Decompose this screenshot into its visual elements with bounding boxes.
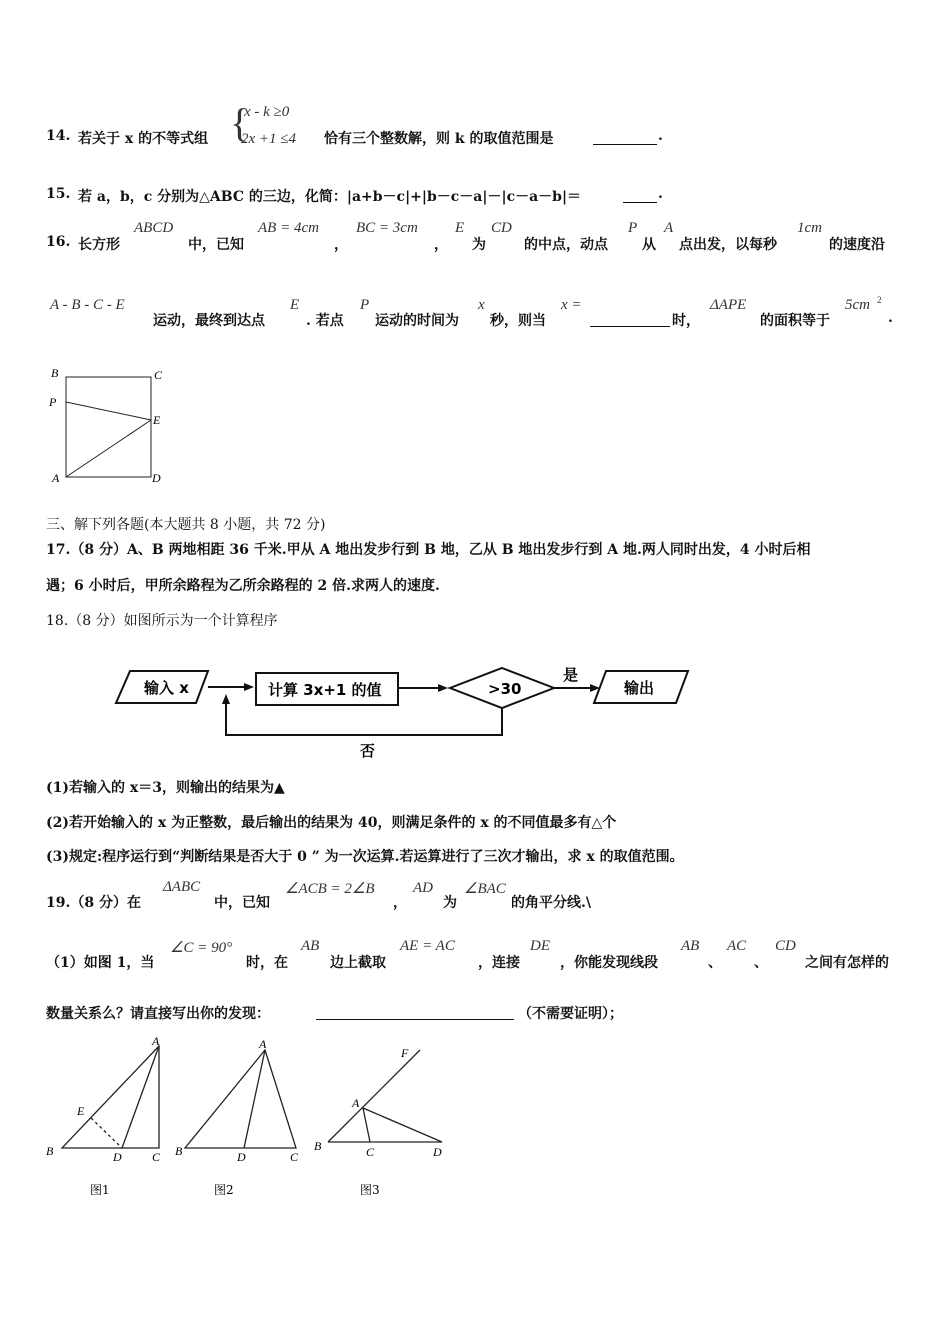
q19-comma: ， [393, 895, 407, 911]
q19-p1-sep1: 、 [708, 955, 722, 971]
arrowhead-2 [438, 684, 448, 692]
q16-l2-sup: 2 [877, 295, 882, 305]
fig1-label-c: C [152, 1150, 161, 1164]
q19-acb: ∠ACB = 2∠B [285, 881, 375, 897]
fig3-label-f: F [401, 1046, 409, 1060]
q16-p: P [628, 220, 638, 236]
fig2-label-a: A [259, 1037, 267, 1051]
fig2-label-d: D [237, 1150, 246, 1164]
q15-text: 若 a，b，c 分别为△ABC 的三边，化简：|a+b－c|+|b－c－a|－|c－a－b|＝ [78, 189, 582, 205]
q19-bac: ∠BAC [464, 881, 506, 897]
flow-calc-label: 计算 3x+1 的值 [268, 681, 382, 699]
q16-l2-w1: 运动，最终到达点 [153, 313, 265, 329]
q14-brace: { [230, 100, 250, 145]
fig2-triangle [185, 1050, 296, 1148]
arrowhead-1 [244, 683, 254, 691]
q19-p1-sep2: 、 [754, 955, 768, 971]
q19-p1-d: ，连接 [478, 955, 520, 971]
q19-p1-a: （1）如图 1，当 [46, 955, 155, 971]
fig3-caption: 图3 [360, 1183, 380, 1197]
q16-l2-xeq: x = [561, 297, 582, 313]
q19-p1-b: 时，在 [246, 955, 288, 971]
q14-text-b: 恰有三个整数解，则 k 的取值范围是 [324, 131, 554, 147]
fig3-segment-ac [363, 1108, 370, 1142]
q19-w2: 为 [443, 895, 457, 911]
q19-p1-ab2: AB [681, 938, 700, 954]
q16-w3: 为 [472, 237, 486, 253]
flow-no-label: 否 [360, 742, 376, 760]
q14-end: . [658, 128, 663, 144]
fig2-label-c: C [290, 1150, 299, 1164]
q17-line2: 遇；6 小时后，甲所余路程为乙所余路程的 2 倍.求两人的速度. [46, 578, 440, 594]
q19-p1-ab: AB [301, 938, 320, 954]
fig1-caption: 图1 [90, 1183, 110, 1197]
q16-number: 16. [46, 234, 71, 250]
fig3-ray-bf [328, 1050, 420, 1142]
fig3-label-b: B [314, 1139, 322, 1153]
label-e: E [153, 413, 161, 427]
fig1-segment-de [91, 1118, 122, 1148]
q16-comma1: ， [334, 237, 348, 253]
q16-w7: 的速度沿 [829, 237, 885, 253]
q16-answer-blank[interactable] [590, 314, 670, 327]
q16-abcd: ABCD [134, 220, 174, 236]
q16-w4: 的中点，动点 [524, 237, 608, 253]
q16-path: A - B - C - E [50, 297, 125, 313]
q16-l2-w4: 秒，则当 [490, 313, 546, 329]
q16-l2-w3: 运动的时间为 [375, 313, 459, 329]
q16-l2-w5: 时， [672, 313, 700, 329]
segment-pe [66, 402, 151, 420]
q16-bc: BC = 3cm [356, 220, 418, 236]
q14-number: 14. [46, 128, 71, 144]
fig1-triangle [62, 1046, 159, 1148]
fig2-segment-ad [244, 1050, 265, 1148]
label-d: D [152, 471, 161, 485]
q16-a: A [664, 220, 674, 236]
q16-l2-e: E [290, 297, 300, 313]
flow-cond-label: >30 [488, 680, 522, 698]
q19-p1-e: ，你能发现线段 [560, 955, 658, 971]
label-p: P [49, 395, 57, 409]
q14-ineq2: 2x +1 ≤4 [241, 131, 297, 147]
q15-answer-blank[interactable] [623, 190, 657, 203]
q16-e: E [455, 220, 465, 236]
label-a: A [52, 471, 60, 485]
q16-w2: 中，已知 [188, 237, 244, 253]
q16-l2-w2: . 若点 [306, 313, 344, 329]
q18-flowchart [108, 658, 698, 762]
q19-p1-f: 之间有怎样的 [805, 955, 889, 971]
fig2-caption: 图2 [214, 1183, 234, 1197]
q19-p1-cd: CD [775, 938, 796, 954]
q16-rectangle-figure [44, 364, 184, 488]
fig1-label-b: B [46, 1144, 54, 1158]
q15-number: 15. [46, 186, 71, 202]
q17-line1: 17.（8 分）A、B 两地相距 36 千米.甲从 A 地出发步行到 B 地，乙从 B 地出发步行到 A 地.两人同时出发，4 小时后相 [46, 542, 811, 558]
arrowhead-4 [222, 694, 230, 704]
q19-p1-aeac: AE = AC [400, 938, 455, 954]
flow-yes-label: 是 [563, 666, 579, 684]
q18-sub1: (1)若输入的 x＝3，则输出的结果为▲ [46, 780, 285, 796]
q19-p1-ac: AC [727, 938, 747, 954]
q19-p1-c90: ∠C = 90° [170, 940, 233, 956]
q16-l2-w6: 的面积等于 [760, 313, 830, 329]
q16-l2-end: . [888, 310, 893, 326]
fig1-label-d: D [113, 1150, 122, 1164]
q19-w1: 中，已知 [214, 895, 270, 911]
flow-output-label: 输出 [624, 679, 655, 697]
q19-number: 19.（8 分）在 [46, 895, 141, 911]
q18-sub3: (3)规定:程序运行到“判断结果是否大于 0 ” 为一次运算.若运算进行了三次才输出，求 x 的取值范围。 [46, 849, 684, 865]
q16-w1: 长方形 [78, 237, 120, 253]
fig3-segment-ad [363, 1108, 442, 1142]
q18-sub2: (2)若开始输入的 x 为正整数，最后输出的结果为 40，则满足条件的 x 的不同值最多有△个 [46, 815, 617, 831]
q16-cd: CD [491, 220, 512, 236]
q16-l2-ape: ΔAPE [710, 297, 747, 313]
q16-ab: AB = 4cm [258, 220, 319, 236]
label-b: B [51, 366, 59, 380]
q19-p1-de: DE [530, 938, 550, 954]
q19-ad: AD [413, 880, 433, 896]
q14-answer-blank[interactable] [593, 132, 657, 145]
q16-comma2: ， [434, 237, 448, 253]
q19-w3: 的角平分线.\ [511, 895, 591, 911]
fig1-label-e: E [77, 1104, 85, 1118]
flow-input-label: 输入 x [144, 679, 189, 697]
q14-ineq1: x - k ≥0 [244, 104, 290, 120]
q16-w6: 点出发，以每秒 [679, 237, 777, 253]
label-c: C [154, 368, 163, 382]
q19-l3-a: 数量关系么？请直接写出你的发现： [46, 1006, 270, 1022]
q16-w5: 从 [642, 237, 656, 253]
q16-l2-area: 5cm [845, 297, 870, 313]
q19-figures [40, 1034, 460, 1204]
q14-text-a: 若关于 x 的不等式组 [78, 131, 209, 147]
segment-ae [66, 420, 151, 477]
fig3-label-c: C [366, 1145, 375, 1159]
q16-1cm: 1cm [797, 220, 822, 236]
q19-answer-blank[interactable] [316, 1007, 514, 1020]
q16-l2-x: x [478, 297, 485, 313]
q19-l3-b: （不需要证明）； [518, 1006, 623, 1022]
rect-abcd [66, 377, 151, 477]
q18-title: 18.（8 分）如图所示为一个计算程序 [46, 613, 278, 629]
q19-p1-c: 边上截取 [330, 955, 386, 971]
q15-end: . [658, 186, 663, 202]
fig1-label-a: A [152, 1034, 160, 1048]
section-3-heading: 三、解下列各题(本大题共 8 小题，共 72 分) [46, 517, 326, 533]
fig3-label-a: A [352, 1096, 360, 1110]
fig2-label-b: B [175, 1144, 183, 1158]
q16-l2-p: P [360, 297, 370, 313]
fig1-segment-ad [122, 1046, 159, 1148]
q19-abc: ΔABC [163, 879, 201, 895]
fig3-label-d: D [433, 1145, 442, 1159]
